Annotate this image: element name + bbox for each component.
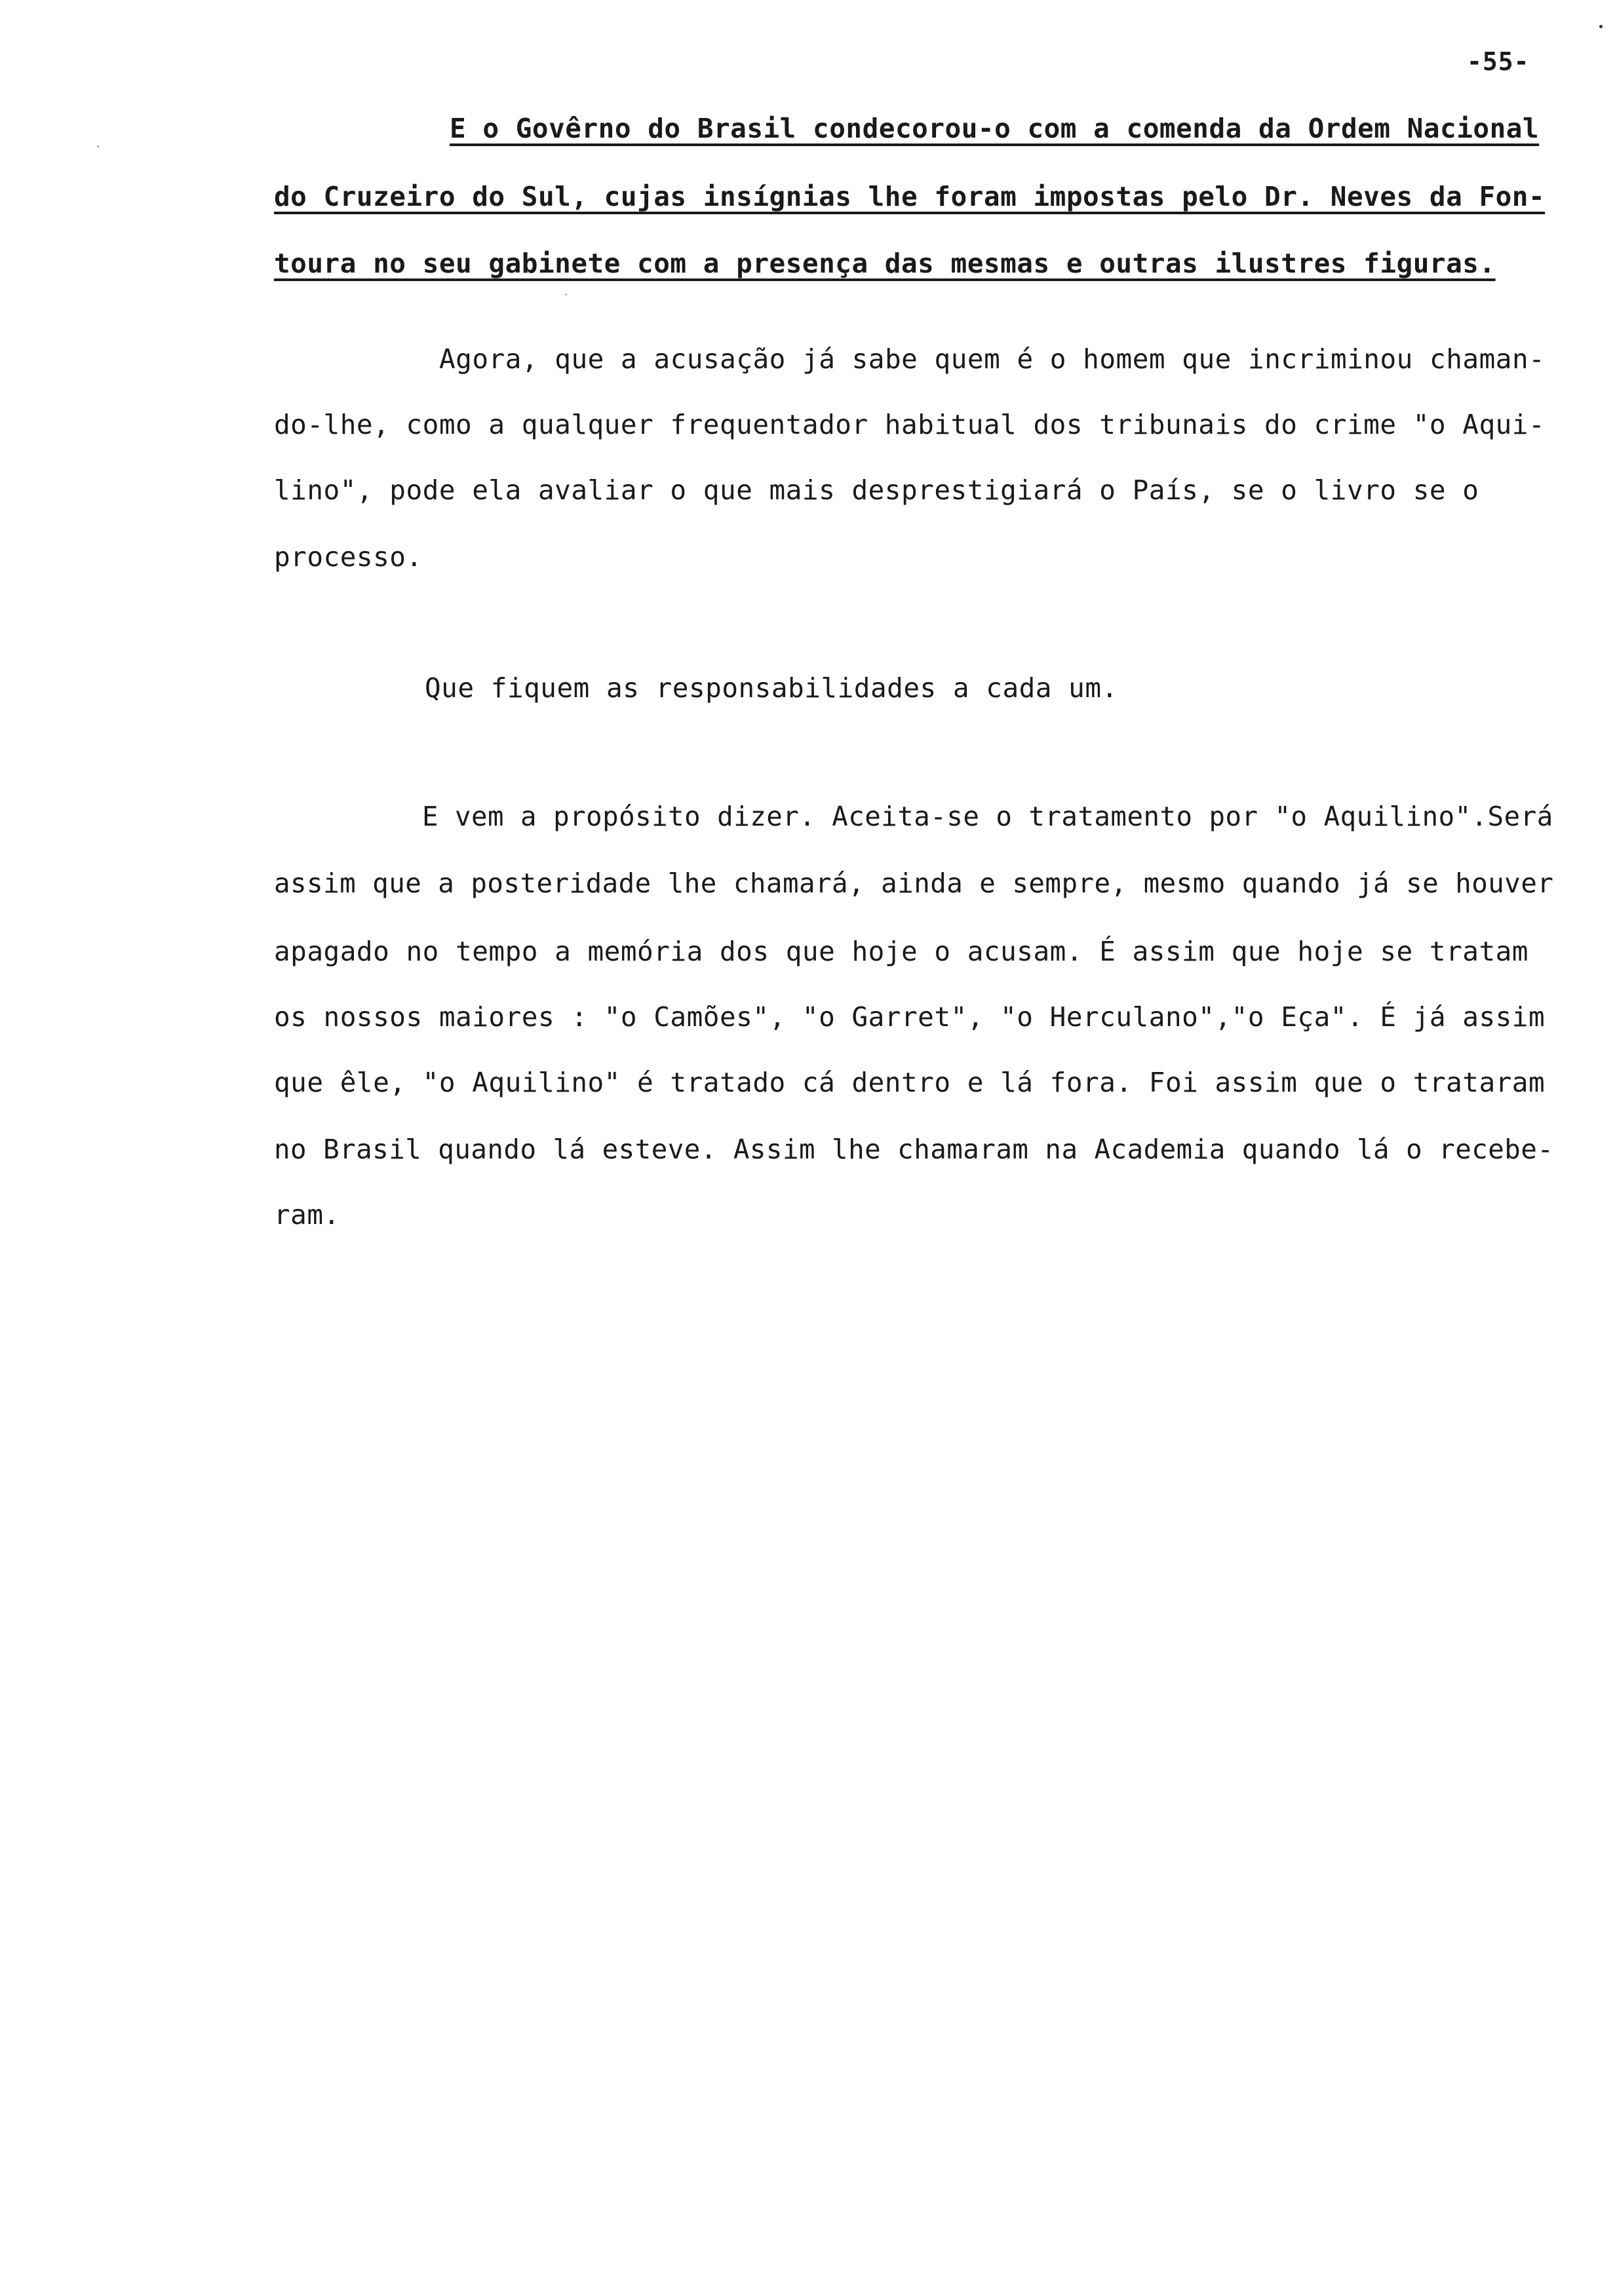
- paragraph-2-line-4: processo.: [274, 541, 423, 573]
- scan-speck: [97, 145, 99, 147]
- paragraph-4-line-2: assim que a posteridade lhe chamará, ainda e sempre, mesmo quando já se houver: [274, 868, 1554, 899]
- paragraph-4-line-1: E vem a propósito dizer. Aceita-se o tratamento por "o Aquilino".Será: [422, 801, 1553, 832]
- paragraph-2-line-2: do-lhe, como a qualquer frequentador habitual dos tribunais do crime "o Aqui-: [274, 409, 1546, 440]
- paragraph-1-line-2: do Cruzeiro do Sul, cujas insígnias lhe foram impostas pelo Dr. Neves da Fon-: [274, 181, 1546, 212]
- paragraph-1-line-1: E o Govêrno do Brasil condecorou-o com a comenda da Ordem Nacional: [450, 113, 1540, 144]
- page-number: -55-: [1467, 47, 1530, 76]
- paragraph-2-line-1: Agora, que a acusação já sabe quem é o homem que incriminou chaman-: [439, 343, 1546, 375]
- paragraph-4-line-4: os nossos maiores : "o Camões", "o Garret", "o Herculano","o Eça". É já assim: [274, 1001, 1546, 1033]
- paragraph-4-line-6: no Brasil quando lá esteve. Assim lhe chamaram na Academia quando lá o recebe-: [274, 1134, 1554, 1165]
- paragraph-1-line-3: toura no seu gabinete com a presença das mesmas e outras ilustres figuras.: [274, 248, 1496, 279]
- paragraph-4-line-7: ram.: [274, 1199, 340, 1231]
- paragraph-3-line-1: Que fiquem as responsabilidades a cada um.: [425, 672, 1118, 704]
- paragraph-4-line-3: apagado no tempo a memória dos que hoje o acusam. É assim que hoje se tratam: [274, 936, 1528, 967]
- paragraph-2-line-3: lino", pode ela avaliar o que mais desprestigiará o País, se o livro se o: [274, 474, 1479, 506]
- paragraph-4-line-5: que êle, "o Aquilino" é tratado cá dentro e lá fora. Foi assim que o trataram: [274, 1067, 1546, 1098]
- scan-speck: [565, 294, 567, 296]
- scan-speck: [1599, 25, 1603, 28]
